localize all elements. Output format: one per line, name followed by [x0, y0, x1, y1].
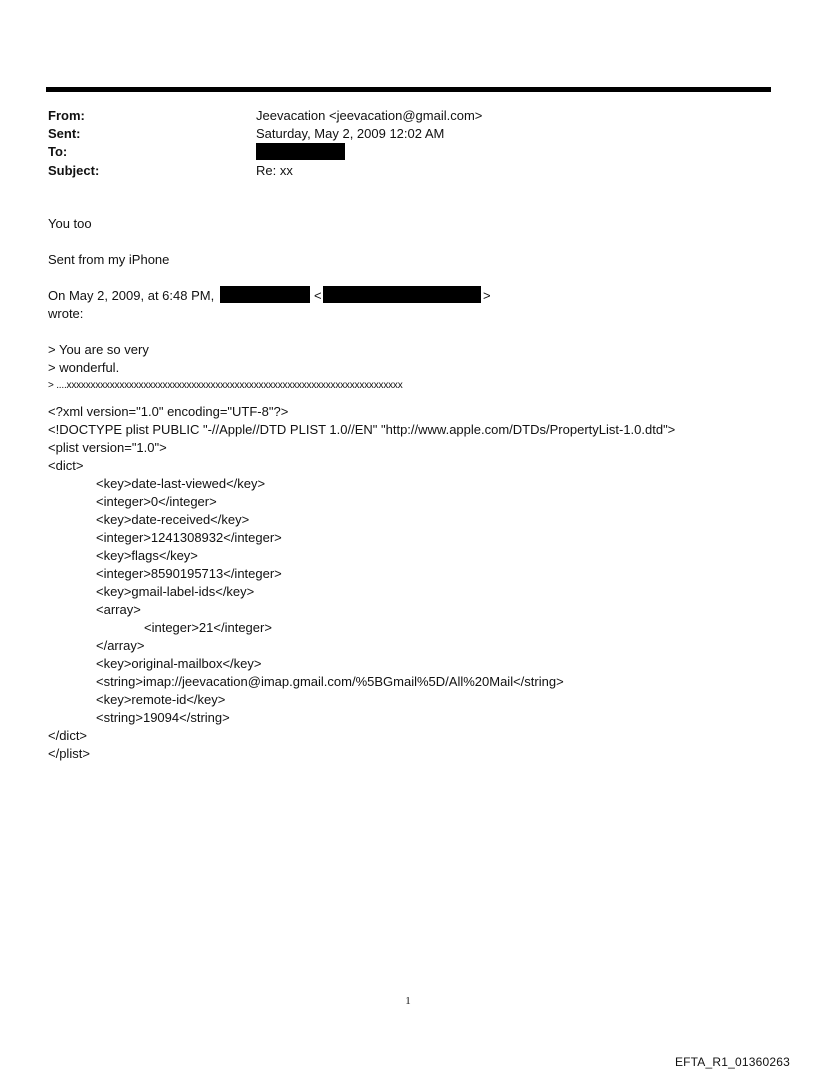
quoted-line-2: > wonderful. — [48, 360, 120, 375]
quoted-line-3: > ....xxxxxxxxxxxxxxxxxxxxxxxxxxxxxxxxxxxxxxxxxxxxxxxxxxxxxxxxxxxxxxxxxxxxxx — [48, 380, 403, 391]
sender-name-redaction — [220, 286, 310, 303]
xml-line: <!DOCTYPE plist PUBLIC "-//Apple//DTD PLIST 1.0//EN" "http://www.apple.com/DTDs/PropertyList-1.0.dtd"> — [48, 422, 676, 437]
xml-line: <key>date-received</key> — [96, 512, 250, 527]
xml-line: <dict> — [48, 458, 84, 473]
xml-plist-block — [48, 403, 675, 763]
page-number: 1 — [405, 995, 411, 1007]
from-value: Jeevacation <jeevacation@gmail.com> — [256, 108, 483, 123]
xml-line: <integer>8590195713</integer> — [96, 566, 282, 581]
xml-line: <integer>21</integer> — [144, 620, 272, 635]
quote-intro-prefix: On May 2, 2009, at 6:48 PM, — [48, 288, 215, 303]
body-line-you-too: You too — [48, 216, 92, 231]
xml-line: <string>19094</string> — [96, 710, 230, 725]
xml-line: <plist version="1.0"> — [48, 440, 167, 455]
from-label: From: — [48, 108, 85, 123]
to-label: To: — [48, 144, 68, 159]
sender-email-redaction — [323, 286, 481, 303]
xml-line: <string>imap://jeevacation@imap.gmail.com/%5BGmail%5D/All%20Mail</string> — [96, 674, 564, 689]
xml-line: <key>remote-id</key> — [96, 692, 226, 707]
quote-intro-gt: > — [483, 288, 491, 303]
xml-line: </plist> — [48, 746, 90, 761]
xml-line: </array> — [96, 638, 145, 653]
xml-line: <array> — [96, 602, 141, 617]
quoted-line-1: > You are so very — [48, 342, 149, 357]
to-redaction — [256, 143, 345, 160]
xml-line: <key>original-mailbox</key> — [96, 656, 262, 671]
xml-line: <integer>0</integer> — [96, 494, 217, 509]
subject-label: Subject: — [48, 163, 100, 178]
sent-label: Sent: — [48, 126, 81, 141]
xml-line: </dict> — [48, 728, 88, 743]
sent-value: Saturday, May 2, 2009 12:02 AM — [256, 126, 445, 141]
document-id: EFTA_R1_01360263 — [674, 1055, 790, 1069]
subject-value: Re: xx — [256, 163, 293, 178]
xml-line: <integer>1241308932</integer> — [96, 530, 282, 545]
xml-line: <key>gmail-label-ids</key> — [96, 584, 255, 599]
quote-intro-lt: < — [314, 288, 322, 303]
quote-intro-wrote: wrote: — [48, 306, 84, 321]
header-rule — [46, 87, 771, 92]
xml-line: <key>flags</key> — [96, 548, 198, 563]
xml-line: <?xml version="1.0" encoding="UTF-8"?> — [48, 404, 289, 419]
body-line-sent-from: Sent from my iPhone — [48, 252, 170, 267]
xml-line: <key>date-last-viewed</key> — [96, 476, 266, 491]
